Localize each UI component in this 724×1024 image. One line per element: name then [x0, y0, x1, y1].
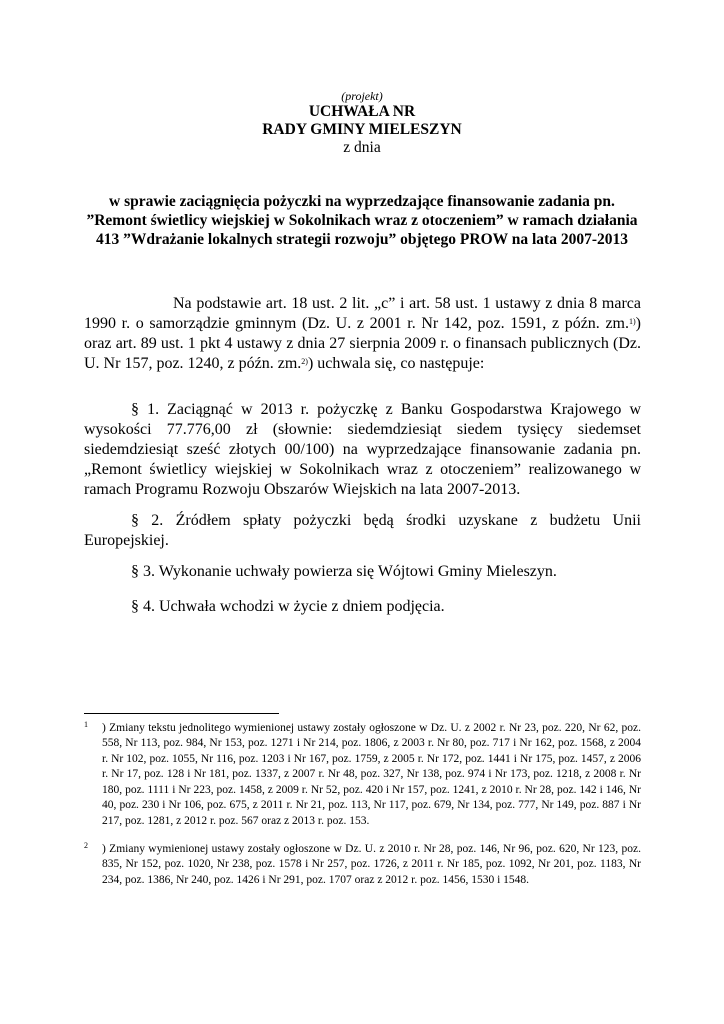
- footnote-number: 2: [84, 841, 88, 850]
- footnote-2: [84, 838, 641, 888]
- date-line: z dnia: [343, 139, 381, 156]
- resolution-subject: w sprawie zaciągnięcia pożyczki na wyprzedzające finansowanie zadania pn. ”Remont świetlicy wiejskiej w Sokolnikach wraz z otoczeniem” w ramach działania 413 ”Wdrażanie lokalnych strategii rozwoju” objętego PROW na lata 2007-2013: [86, 193, 638, 248]
- legal-basis-text-3: ) uchwala się, co następuje:: [307, 355, 485, 372]
- section-1: § 1. Zaciągnąć w 2013 r. pożyczkę z Banku Gospodarstwa Krajowego w wysokości 77.776,00 zł (słownie: siedemdziesiąt siedem tysięcy siedemset siedemdziesiąt sześć złotych 00/100) na wyprzedzające finansowanie zadania pn. „Remont świetlicy wiejskiej w Sokolnikach wraz z otoczeniem” realizowanego w ramach Programu Rozwoju Obszarów Wiejskich na lata 2007-2013.: [84, 401, 641, 498]
- footnote-ref-2: 2): [301, 357, 308, 366]
- footnote-divider: [84, 713, 279, 714]
- section-3: § 3. Wykonanie uchwały powierza się Wójtowi Gminy Mieleszyn.: [131, 563, 557, 580]
- footnote-ref-1: 1): [629, 317, 636, 326]
- section-2: § 2. Źródłem spłaty pożyczki będą środki uzyskane z budżetu Unii Europejskiej.: [84, 512, 641, 549]
- legal-basis-text-1: Na podstawie art. 18 ust. 2 lit. „c” i art. 58 ust. 1 ustawy z dnia 8 marca 1990 r. o samorządzie gminnym (Dz. U. z 2001 r. Nr 142, poz. 1591, z późn. zm.: [84, 295, 641, 332]
- footnote-text: ) Zmiany tekstu jednolitego wymienionej ustawy zostały ogłoszone w Dz. U. z 2002 r. Nr 23, poz. 220, Nr 62, poz. 558, Nr 113, poz. 984, Nr 153, poz. 1271 i Nr 214, poz. 1806, z 2003 r. Nr 80, poz. 717 i Nr 162, poz. 1568, z 2004 r. Nr 102, poz. 1055, Nr 116, poz. 1203 i Nr 167, poz. 1759, z 2005 r. Nr 172, poz. 1441 i Nr 175, poz. 1457, z 2006 r. Nr 17, poz. 128 i Nr 181, poz. 1337, z 2007 r. Nr 48, poz. 327, Nr 138, poz. 974 i Nr 173, poz. 1218, z 2008 r. Nr 180, poz. 1111 i Nr 223, poz. 1458, z 2009 r. Nr 52, poz. 420 i Nr 157, poz. 1241, z 2010 r. Nr 28, poz. 142 i 146, Nr 40, poz. 230 i Nr 106, poz. 675, z 2011 r. Nr 21, poz. 113, Nr 117, poz. 679, Nr 134, poz. 777, Nr 149, poz. 887 i Nr 217, poz. 1281, z 2012 r. poz. 567 oraz z 2013 r. poz. 153.: [102, 721, 641, 827]
- draft-label: (projekt): [341, 89, 383, 103]
- footnote-1: [84, 717, 641, 829]
- section-4: § 4. Uchwała wchodzi w życie z dniem podjęcia.: [131, 598, 445, 615]
- footnote-text: ) Zmiany wymienionej ustawy zostały ogłoszone w Dz. U. z 2010 r. Nr 28, poz. 146, Nr 96, poz. 620, Nr 123, poz. 835, Nr 152, poz. 1020, Nr 238, poz. 1578 i Nr 257, poz. 1726, z 2011 r. Nr 185, poz. 1092, Nr 201, poz. 1183, Nr 234, poz. 1386, Nr 240, poz. 1426 i Nr 291, poz. 1707 oraz z 2012 r. poz. 1456, 1530 i 1548.: [102, 842, 641, 886]
- council-name: RADY GMINY MIELESZYN: [262, 121, 462, 138]
- footnote-number: 1: [84, 720, 88, 729]
- legal-basis-text-2: ) oraz art. 89 ust. 1 pkt 4 ustawy z dnia 27 sierpnia 2009 r. o finansach publicznych (Dz. U. Nr 157, poz. 1240, z późn. zm.: [84, 315, 641, 372]
- resolution-title: UCHWAŁA NR: [308, 103, 416, 120]
- legal-basis-paragraph: [84, 294, 641, 374]
